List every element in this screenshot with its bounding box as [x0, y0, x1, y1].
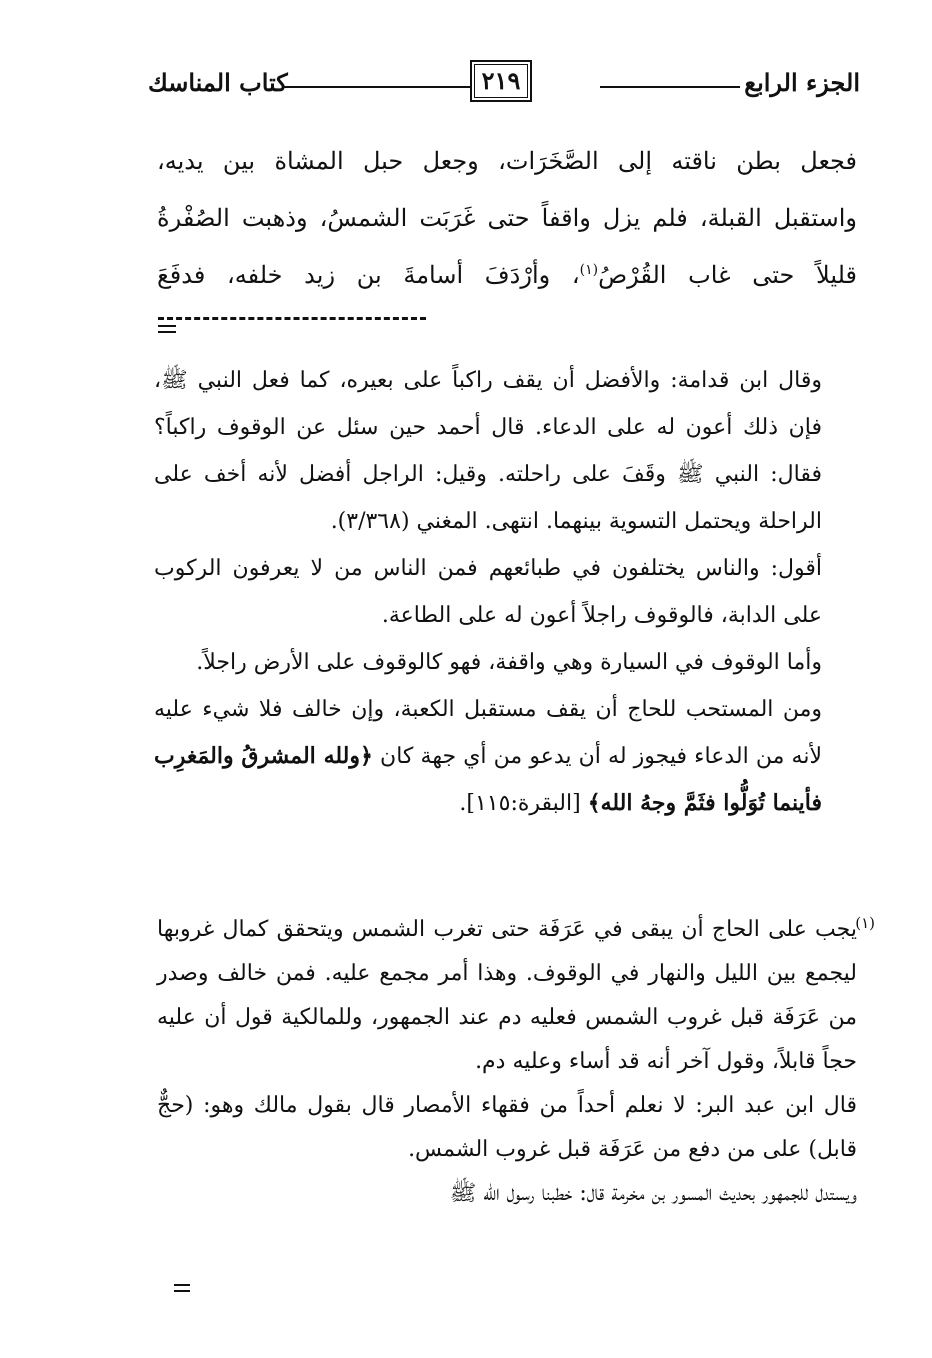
- quran-verse: ﴿ولله المشرقُ والمَغرِب فأينما تُوَلُّوا فثَمَّ وجهُ الله﴾: [154, 743, 822, 816]
- separator-end-mark: [158, 331, 176, 333]
- main-line-2: واستقبل القبلة، فلم يزل واقفاً حتى غَرَبَت الشمسُ، وذهبت الصُفْرةُ: [157, 204, 857, 232]
- footnote-block: [157, 908, 875, 1216]
- commentary-qibla-text: ومن المستحب للحاج أن يقف مستقبل الكعبة، وإن خالف فلا شيء عليه لأنه من الدعاء فيجوز له أن يدعو من أي جهة كان: [154, 697, 822, 769]
- continuation-mark: [174, 1290, 190, 1292]
- header-rule-right: [600, 86, 740, 88]
- commentary-paragraph-car: وأما الوقوف في السيارة وهي واقفة، فهو كالوقوف على الأرض راجلاً.: [196, 650, 822, 675]
- header-book-title: كتاب المناسك: [148, 68, 288, 97]
- footnote-number: (١): [855, 914, 875, 932]
- footnote-paragraph-2: قال ابن عبد البر: لا نعلم أحداً من فقهاء الأمصار قال بقول مالك وهو: (حجٌّ قابل) على من دفع من عَرَفَة قبل غروب الشمس.: [157, 1093, 857, 1162]
- main-line-1: فجعل بطن ناقته إلى الصَّخَرَات، وجعل حبل المشاة بين يديه،: [157, 147, 857, 175]
- commentary-paragraph-aqul: أقول: والناس يختلفون في طبائعهم فمن الناس من لا يعرفون الركوب على الدابة، فالوقوف راجلاً أعون له على الطاعة.: [154, 556, 822, 628]
- page-header: [148, 58, 860, 108]
- header-rule-left: [284, 86, 470, 88]
- commentary-paragraph-qibla: [154, 686, 822, 827]
- separator-dashed-line: [158, 317, 426, 320]
- commentary-paragraph-ibn-qudama: وقال ابن قدامة: والأفضل أن يقف راكباً على بعيره، كما فعل النبي ﷺ، فإن ذلك أعون له على الدعاء. قال أحمد حين سئل عن الوقوف راكباً؟ فقال: النبي ﷺ وقَفَ على راحلته. وقيل: الراجل أفضل لأنه أخف على الراحلة ويحتمل التسوية بينهما. انتهى. المغني (٣/٣٦٨).: [154, 368, 822, 534]
- footnote-paragraph-1: يجب على الحاج أن يبقى في عَرَفَة حتى تغرب الشمس ويتحقق كمال غروبها ليجمع بين الليل والنهار في الوقوف. وهذا أمر مجمع عليه. فمن خالف وصدر من عَرَفَة قبل غروب الشمس فعليه دم عند الجمهور، وللمالكية قول أن عليه حجاً قابلاً، وقول آخر أنه قد أساء وعليه دم.: [157, 917, 857, 1074]
- header-volume: الجزء الرابع: [744, 68, 860, 97]
- main-line-3-start: قليلاً حتى غاب القُرْصُ: [598, 261, 857, 289]
- main-line-3-end: ، وأرْدَفَ أسامةَ بن زيد خلفه، فدفَعَ: [157, 261, 580, 289]
- footnote-paragraph-3: ويستدل للجمهور بحديث المسور بن مخرمة قال: خطبنا رسول الله ﷺ: [449, 1181, 857, 1206]
- page-number: ٢١٩: [470, 60, 532, 102]
- footnote-reference: (١): [579, 262, 599, 278]
- commentary-block: [154, 357, 822, 827]
- main-line-3: [157, 247, 857, 304]
- quran-reference: [البقرة:١١٥].: [459, 791, 581, 816]
- continuation-mark: [174, 1284, 190, 1286]
- separator-end-mark: [158, 325, 176, 327]
- main-text: [157, 133, 857, 304]
